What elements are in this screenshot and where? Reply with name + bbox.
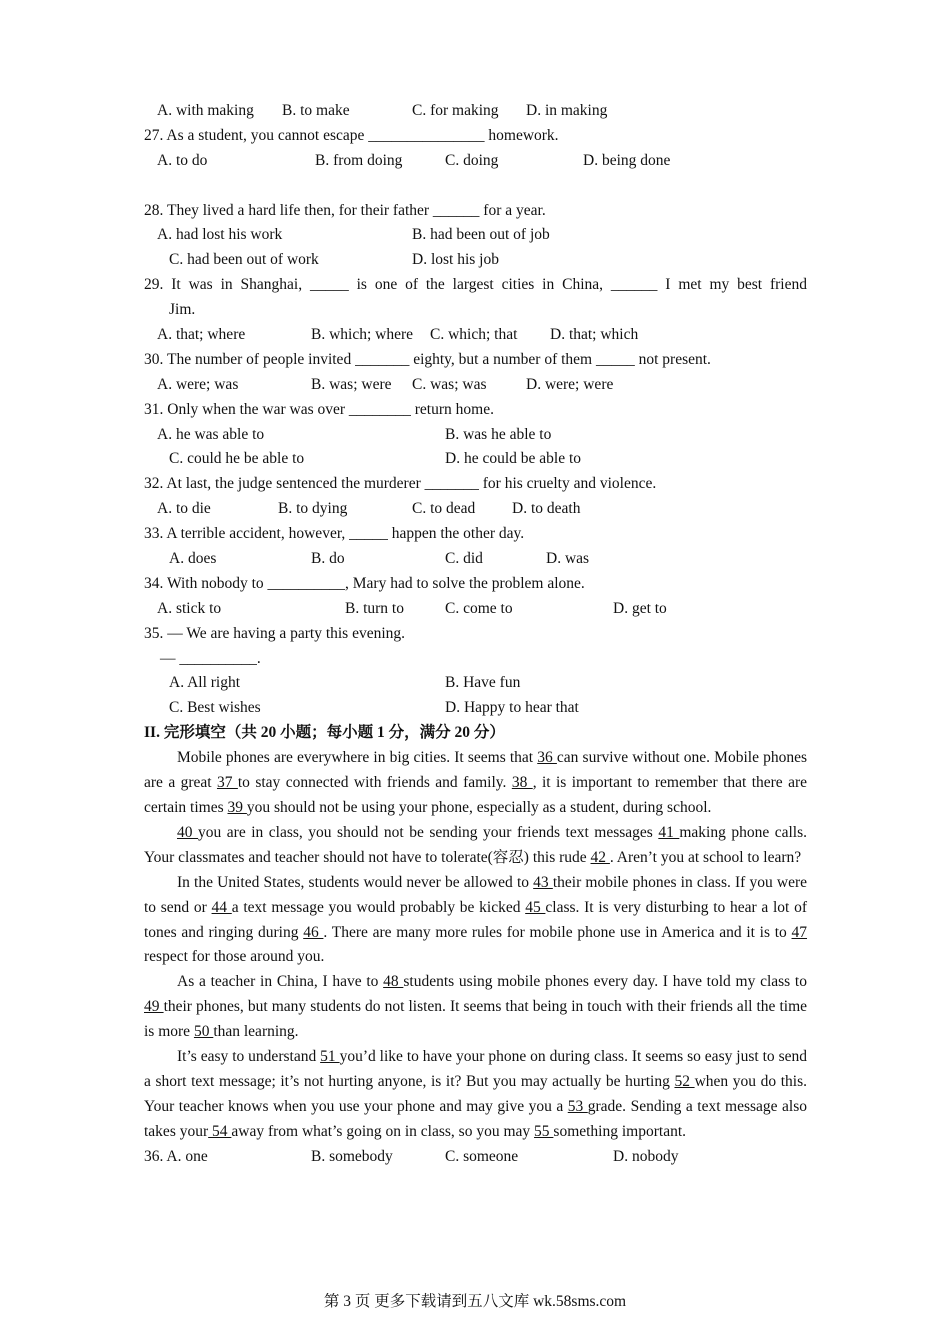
q30-stem: 30. The number of people invited _______ eighty, but a number of them _____ not present. [144, 350, 711, 368]
q36-option-d: D. nobody [613, 1147, 679, 1165]
q26-option-d: D. in making [526, 102, 608, 119]
q27-option-b: B. from doing [315, 151, 403, 169]
q32-stem: 32. At last, the judge sentenced the murderer _______ for his cruelty and violence. [144, 475, 657, 493]
q27-option-a: A. to do [157, 151, 208, 169]
q32-option-b: B. to dying [278, 500, 348, 518]
q28-stem: 28. They lived a hard life then, for their father ______ for a year. [144, 201, 546, 219]
q33-option-d: D. was [546, 550, 590, 568]
section-title: II. 完形填空（共 20 小题；每小题 1 分，满分 20 分） [144, 724, 505, 742]
q28-options-row1 [144, 223, 807, 248]
q28-option-d: D. lost his job [412, 251, 499, 269]
q35-option-c: C. Best wishes [169, 699, 261, 717]
q35-options-row1 [144, 671, 807, 696]
q30-option-b: B. was; were [311, 375, 392, 393]
blank-53[interactable]: 53 [567, 1097, 588, 1115]
q29-option-c: C. which; that [430, 326, 518, 344]
q34-option-c: C. come to [445, 599, 513, 617]
passage-paragraph-5: It’s easy to understand 51 you’d like to have your phone on during class. It seems so easy just to send a short text message; it’s not hurting anyone, is it? But you may actually be hurting 52 when you do this. Your teacher knows when you use your phone and may give you a 53 grade. Sending a text message also takes your 54 away from what’s going on in class, so you may 55 something important. [144, 1048, 807, 1140]
q34-option-d: D. get to [613, 599, 667, 617]
q36-option-b: B. somebody [311, 1147, 393, 1165]
blank-40[interactable]: 40 [177, 823, 199, 841]
q26-option-b: B. to make [282, 102, 350, 119]
passage-paragraph-3: In the United States, students would never be allowed to 43 their mobile phones in class. If you were to send or 44 a text message you would probably be kicked 45 class. It is very disturbing to hear a lot of tones and ringing during 46 . There are many more rules for mobile phone use in America and it is to 47 respect for those around you. [144, 873, 808, 966]
q31-options-row2 [144, 447, 807, 472]
q27-option-d: D. being done [583, 151, 671, 169]
q35-stem: 35. — We are having a party this evening. [144, 624, 406, 642]
blank-41[interactable]: 41 [658, 823, 680, 841]
q29-stem-line2: Jim. [169, 301, 196, 319]
q30-option-d: D. were; were [526, 375, 614, 393]
blank-36[interactable]: 36 [537, 749, 557, 767]
passage-paragraph-4: As a teacher in China, I have to 48 students using mobile phones every day. I have told my class to 49 their phones, but many students do not listen. It seems that being in touch with their friends all the time is more 50 than learning. [144, 973, 808, 1041]
q35-option-b: B. Have fun [445, 674, 521, 692]
q28-options-row2 [144, 248, 807, 273]
q31-options-row1 [144, 423, 807, 448]
q26-options [144, 99, 807, 124]
blank-51[interactable]: 51 [320, 1048, 340, 1066]
blank-44[interactable]: 44 [211, 898, 232, 916]
q26-option-c: C. for making [412, 102, 499, 119]
q27-options [144, 149, 807, 174]
exam-page [144, 99, 807, 1170]
q29-stem-line1: 29. It was in Shanghai, _____ is one of the largest cities in China, ______ I met my best friend [144, 276, 807, 294]
q33-options [144, 547, 807, 572]
blank-45[interactable]: 45 [525, 898, 546, 916]
cloze-passage [144, 746, 807, 1145]
q31-stem: 31. Only when the war was over ________ return home. [144, 400, 494, 418]
blank-48[interactable]: 48 [383, 973, 404, 991]
blank-46[interactable]: 46 [303, 923, 324, 941]
q34-options [144, 597, 807, 622]
blank-37[interactable]: 37 [216, 774, 238, 792]
q33-stem: 33. A terrible accident, however, _____ happen the other day. [144, 525, 525, 543]
q35-option-a: A. All right [169, 674, 241, 692]
blank-54[interactable]: 54 [208, 1122, 232, 1140]
q27-stem: 27. As a student, you cannot escape _______________ homework. [144, 126, 559, 144]
blank-50[interactable]: 50 [193, 1023, 214, 1041]
q29-option-b: B. which; where [311, 326, 414, 344]
q31-option-b: B. was he able to [445, 425, 552, 443]
q35-options-row2 [144, 696, 807, 721]
q29-options [144, 323, 807, 348]
q32-option-a: A. to die [157, 500, 211, 518]
q32-option-c: C. to dead [412, 500, 476, 518]
q27-option-c: C. doing [445, 151, 499, 169]
q33-option-b: B. do [311, 550, 345, 568]
q30-option-c: C. was; was [412, 375, 487, 393]
q36-options [144, 1145, 807, 1170]
blank-55[interactable]: 55 [534, 1122, 554, 1140]
q31-option-d: D. he could be able to [445, 450, 582, 468]
blank-43[interactable]: 43 [533, 873, 553, 891]
blank-39[interactable]: 39 [227, 798, 247, 816]
q30-option-a: A. were; was [157, 375, 239, 393]
q36-option-a: 36. A. one [144, 1147, 208, 1165]
blank-42[interactable]: 42 [590, 848, 610, 866]
passage-paragraph-1: Mobile phones are everywhere in big cities. It seems that 36 can survive without one. Mobile phones are a great 37 to stay connected with friends and family. 38 , it is important to remember that there are certain times 39 you should not be using your phone, especially as a student, during school. [144, 749, 808, 816]
q35-option-d: D. Happy to hear that [445, 699, 579, 717]
q34-option-b: B. turn to [345, 599, 404, 617]
q28-option-b: B. had been out of job [412, 226, 550, 244]
q32-options [144, 497, 807, 522]
passage-paragraph-2: 40 you are in class, you should not be sending your friends text messages 41 making phone calls. Your classmates and teacher should not have to tolerate(容忍) this rude 42 . Aren’t you at school to learn? [144, 823, 808, 866]
blank-47[interactable]: 47 [791, 923, 808, 941]
q34-stem: 34. With nobody to __________, Mary had to solve the problem alone. [144, 574, 585, 592]
q31-option-c: C. could he be able to [169, 450, 305, 468]
q35-reply: — __________. [160, 649, 261, 667]
q33-option-c: C. did [445, 550, 483, 568]
q29-option-d: D. that; which [550, 326, 639, 344]
q28-option-a: A. had lost his work [157, 226, 283, 244]
q33-option-a: A. does [169, 550, 217, 568]
q29-option-a: A. that; where [157, 326, 246, 344]
q30-options [144, 373, 807, 398]
blank-49[interactable]: 49 [144, 998, 164, 1016]
blank-38[interactable]: 38 [511, 774, 533, 792]
q32-option-d: D. to death [512, 500, 581, 518]
blank-52[interactable]: 52 [674, 1072, 695, 1090]
q26-option-a: A. with making [157, 102, 254, 119]
q36-option-c: C. someone [445, 1147, 519, 1165]
q31-option-a: A. he was able to [157, 425, 265, 443]
q28-option-c: C. had been out of work [169, 251, 319, 269]
q34-option-a: A. stick to [157, 599, 222, 617]
page-footer: 第 3 页 更多下载请到五八文库 wk.58sms.com [323, 1293, 627, 1310]
